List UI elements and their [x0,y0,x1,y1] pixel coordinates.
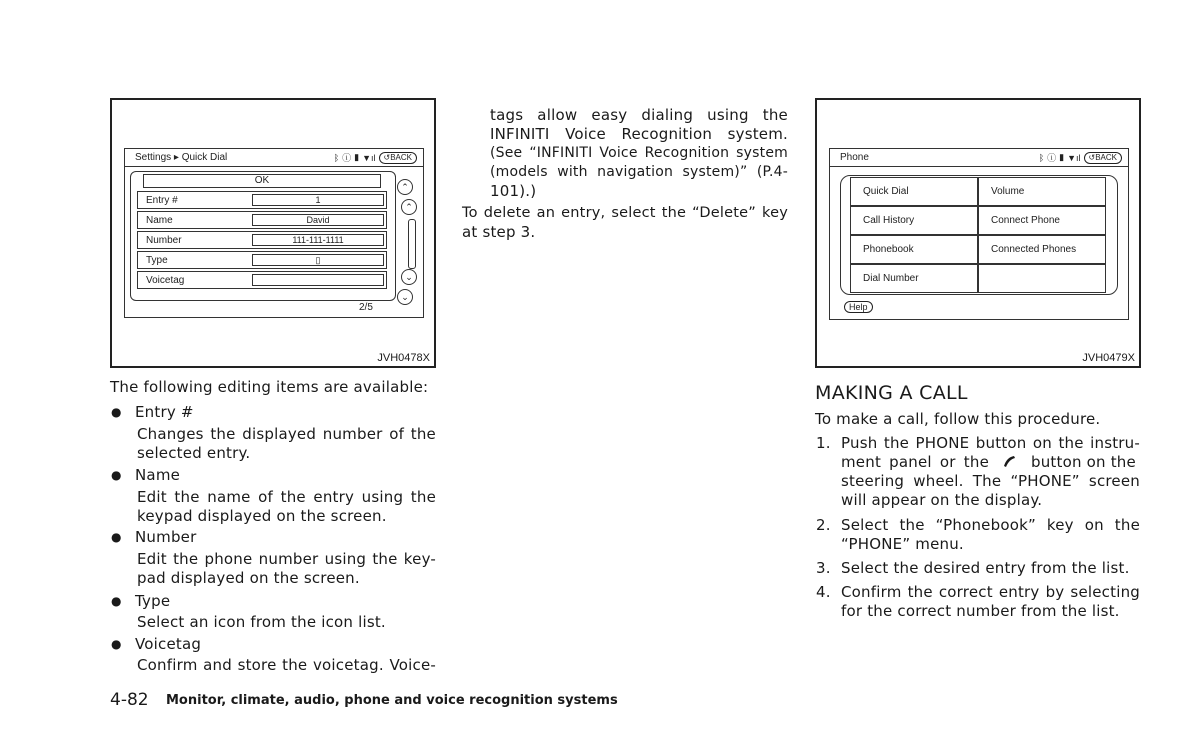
item-title: Type [135,592,171,610]
item-desc: Edit the phone number using the key- [137,550,436,568]
step-text: for the correct number from the list. [841,602,1120,620]
item-desc: Select an icon from the icon list. [137,613,386,631]
step-text: button on the [1031,453,1136,471]
intro-text: The following editing items are available: [110,378,429,396]
row-value [252,274,384,286]
back-button[interactable]: ↺BACK [1084,152,1123,164]
quick-dial-button[interactable]: Quick Dial [850,177,978,206]
row-value: David [252,214,384,226]
screen-header [830,149,1128,167]
voicetag-continuation: tags allow easy dialing using the [490,106,788,124]
step-number: 4. [816,583,831,601]
phone-handset-icon [1000,452,1018,474]
bullet-icon: ● [111,530,122,544]
bluetooth-icon: ᛒ [1038,152,1045,163]
battery-icon: ▮ [354,152,360,162]
scrollbar[interactable] [408,219,416,269]
voicetag-continuation: (See “INFINITI Voice Recognition system [490,145,788,161]
page-up-icon[interactable]: ⌃ [397,179,413,195]
status-bar [334,151,417,164]
item-desc: pad displayed on the screen. [137,569,360,587]
step-number: 3. [816,559,831,577]
item-desc: Changes the displayed number of the [137,425,436,443]
screen-title: Settings ▸ Quick Dial [135,152,228,163]
quick-dial-screen [124,148,424,318]
bullet-icon: ● [111,594,122,608]
voicetag-continuation: 101).) [490,182,537,200]
item-title: Number [135,528,197,546]
step-text: Select the desired entry from the list. [841,559,1130,577]
step-text: Push the PHONE button on the instru- [841,434,1140,452]
bullet-icon: ● [111,468,122,482]
page-number: 4-82 [110,690,149,710]
name-row[interactable] [137,211,387,229]
bullet-icon: ● [111,637,122,651]
signal-icon: ▼ıl [362,152,376,163]
phonebook-button[interactable]: Phonebook [850,235,978,264]
battery-icon: ▮ [1059,152,1065,162]
page-down-icon[interactable]: ⌄ [397,289,413,305]
figure-code: JVH0478X [377,352,430,364]
footer-section-title: Monitor, climate, audio, phone and voice recognition systems [166,693,618,708]
connected-phones-button[interactable]: Connected Phones [978,235,1106,264]
figure-quick-dial [110,98,436,368]
item-desc: Confirm and store the voicetag. Voice- [137,656,436,674]
delete-instruction: at step 3. [462,223,536,241]
back-button[interactable]: ↺BACK [379,152,418,164]
row-label: Entry # [146,195,178,206]
status-bar [1039,151,1122,164]
bluetooth-icon: ᛒ [333,152,340,163]
volume-button[interactable]: Volume [978,177,1106,206]
row-value: 1 [252,194,384,206]
step-text: ment panel or the [841,453,989,471]
row-label: Type [146,255,168,266]
ok-button[interactable]: OK [143,174,381,188]
voicetag-continuation: INFINITI Voice Recognition system. [490,125,788,143]
item-desc: Edit the name of the entry using the [137,488,436,506]
phone-screen [829,148,1129,320]
screen-header [125,149,423,167]
info-icon: ⓘ [342,153,352,163]
scroll-up-icon[interactable]: ⌃ [401,199,417,215]
row-value: ▯ [252,254,384,266]
entry-row[interactable] [137,191,387,209]
row-label: Voicetag [146,275,185,286]
item-title: Voicetag [135,635,202,653]
item-title: Name [135,466,181,484]
step-text: will appear on the display. [841,491,1043,509]
voicetag-row[interactable] [137,271,387,289]
step-number: 1. [816,434,831,452]
item-desc: selected entry. [137,444,251,462]
dial-number-button[interactable]: Dial Number [850,264,978,293]
type-row[interactable] [137,251,387,269]
row-value: 111-111-1111 [252,234,384,246]
step-text: Select the “Phonebook” key on the [841,516,1140,534]
step-text: Confirm the correct entry by selecting [841,583,1140,601]
step-text: “PHONE” menu. [841,535,964,553]
item-desc: keypad displayed on the screen. [137,507,387,525]
number-row[interactable] [137,231,387,249]
connect-phone-button[interactable]: Connect Phone [978,206,1106,235]
step-text: steering wheel. The “PHONE” screen [841,472,1140,490]
info-icon: ⓘ [1047,153,1057,163]
page-indicator: 2/5 [359,302,373,313]
scroll-down-icon[interactable]: ⌄ [401,269,417,285]
row-label: Name [146,215,173,226]
call-history-button[interactable]: Call History [850,206,978,235]
signal-icon: ▼ıl [1067,152,1081,163]
figure-phone-menu [815,98,1141,368]
section-heading: MAKING A CALL [815,382,968,404]
empty-button [978,264,1106,293]
row-label: Number [146,235,182,246]
voicetag-continuation: (models with navigation system)” (P.4- [490,164,788,180]
screen-title: Phone [840,152,869,163]
delete-instruction: To delete an entry, select the “Delete” key [462,205,788,221]
item-title: Entry # [135,403,194,421]
help-button[interactable]: Help [844,301,873,313]
bullet-icon: ● [111,405,122,419]
step-number: 2. [816,516,831,534]
figure-code: JVH0479X [1082,352,1135,364]
section-intro: To make a call, follow this procedure. [815,410,1101,428]
